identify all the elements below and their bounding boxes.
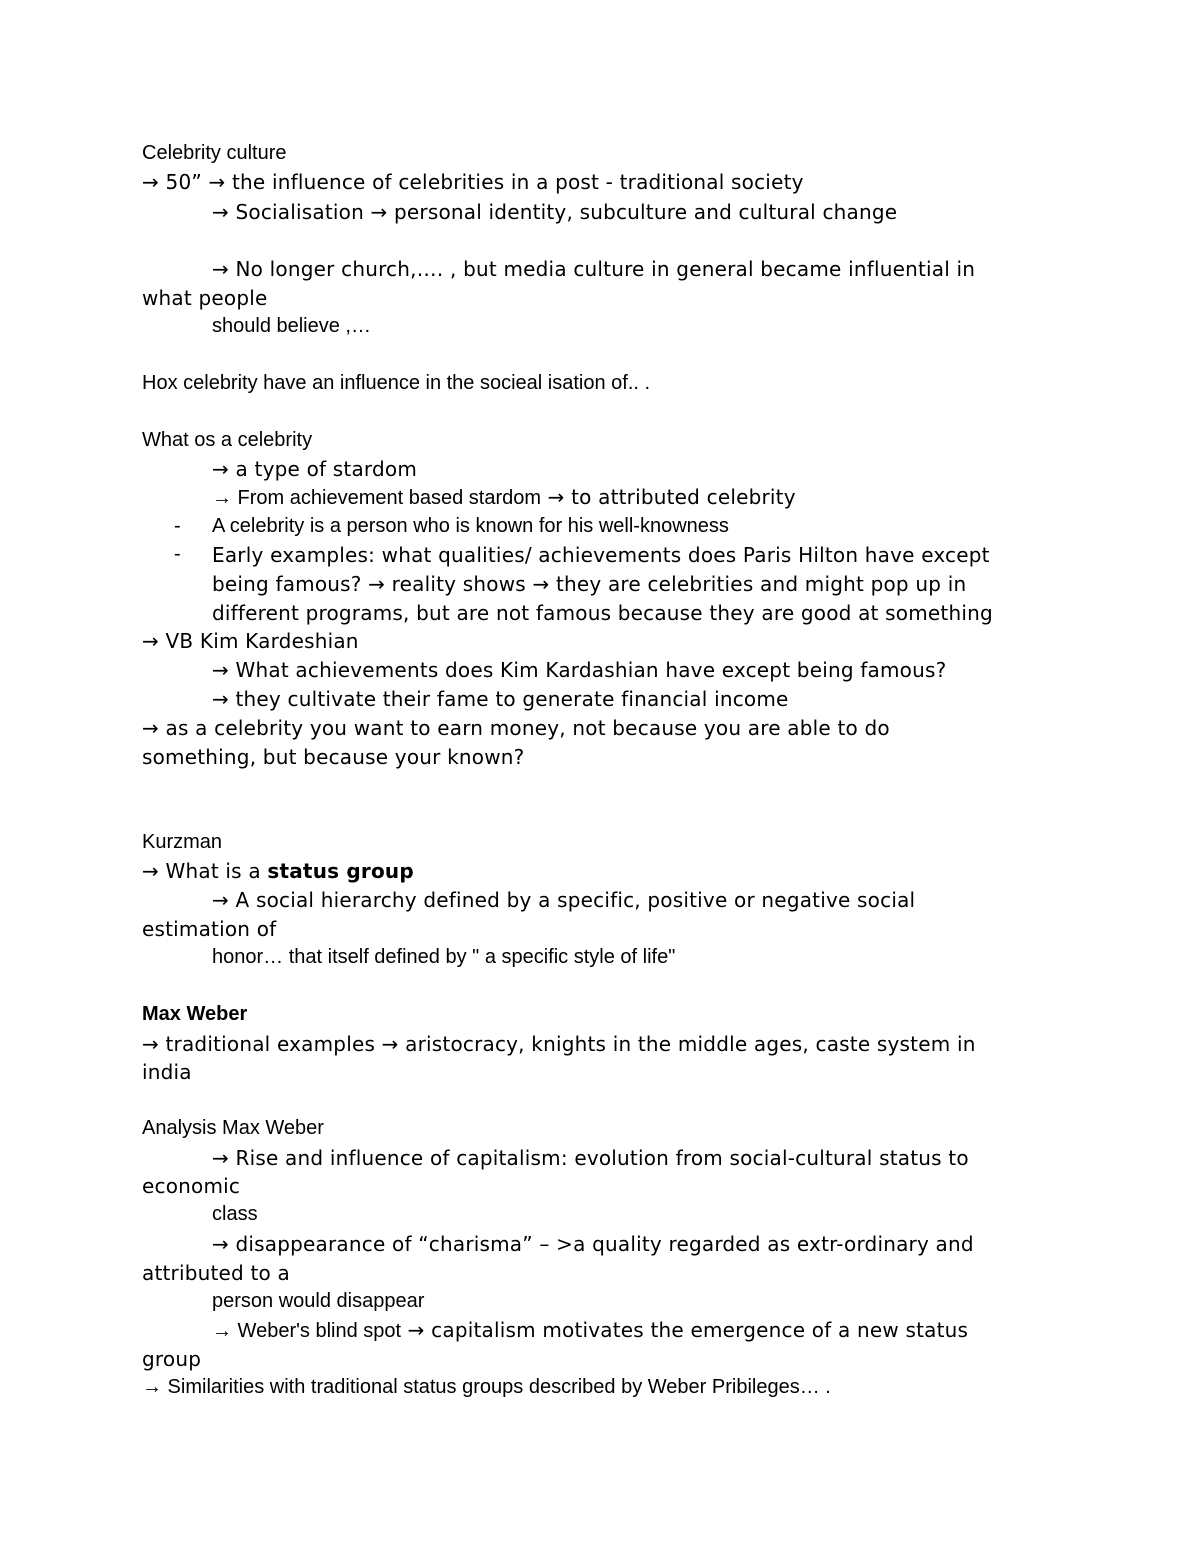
text-line: → 50” → the influence of celebrities in a post - traditional society xyxy=(142,170,804,194)
text-line: → What is a status group xyxy=(142,859,414,883)
text-line: what people xyxy=(142,286,268,310)
text-line: → Weber's blind spot → capitalism motivates the emergence of a new status xyxy=(212,1318,969,1342)
text-line: economic xyxy=(142,1174,241,1198)
text-line: → they cultivate their fame to generate financial income xyxy=(212,687,789,711)
bullet-item: Early examples: what qualities/ achievements does Paris Hilton have except xyxy=(212,543,990,567)
text-line: → traditional examples → aristocracy, knights in the middle ages, caste system in xyxy=(142,1032,976,1056)
text-line: → Socialisation → personal identity, subculture and cultural change xyxy=(212,200,898,224)
text-line: → VB Kim Kardeshian xyxy=(142,629,359,653)
text-line: estimation of xyxy=(142,917,277,941)
text-line: india xyxy=(142,1060,192,1084)
text-line: should believe ,… xyxy=(212,315,371,337)
bullet-item-continued: different programs, but are not famous because they are good at something xyxy=(212,601,993,625)
bullet-item-continued: being famous? → reality shows → they are celebrities and might pop up in xyxy=(212,572,967,596)
text-line: honor… that itself defined by " a specific style of life" xyxy=(212,946,676,968)
text-line: → Similarities with traditional status groups described by Weber Pribileges… . xyxy=(142,1376,831,1398)
text-line: person would disappear xyxy=(212,1290,425,1312)
text-line: → What achievements does Kim Kardashian have except being famous? xyxy=(212,658,947,682)
text-line: group xyxy=(142,1347,202,1371)
text-line: something, but because your known? xyxy=(142,745,525,769)
text-line: → a type of stardom xyxy=(212,457,418,481)
text-line: Hox celebrity have an influence in the socieal isation of.. . xyxy=(142,372,651,394)
bold-term: status group xyxy=(267,859,414,883)
heading-what-is-celebrity: What os a celebrity xyxy=(142,429,313,451)
heading-max-weber: Max Weber xyxy=(142,1003,248,1025)
text-line: class xyxy=(212,1203,258,1225)
heading-celebrity-culture: Celebrity culture xyxy=(142,142,287,164)
heading-kurzman: Kurzman xyxy=(142,831,223,853)
heading-analysis-max-weber: Analysis Max Weber xyxy=(142,1117,324,1139)
text-line: → From achievement based stardom → to attributed celebrity xyxy=(212,485,796,509)
text-line: → No longer church,…. , but media culture in general became influential in xyxy=(212,257,976,281)
bullet-dash: - xyxy=(174,543,181,565)
text-line: → disappearance of “charisma” – >a quality regarded as extr-ordinary and xyxy=(212,1232,974,1256)
bullet-item: A celebrity is a person who is known for his well-knowness xyxy=(212,515,729,537)
text-line: → A social hierarchy defined by a specific, positive or negative social xyxy=(212,888,916,912)
text-line: → Rise and influence of capitalism: evolution from social-cultural status to xyxy=(212,1146,969,1170)
text-line: attributed to a xyxy=(142,1261,290,1285)
text-line: → as a celebrity you want to earn money, not because you are able to do xyxy=(142,716,890,740)
bullet-dash: - xyxy=(174,515,181,537)
